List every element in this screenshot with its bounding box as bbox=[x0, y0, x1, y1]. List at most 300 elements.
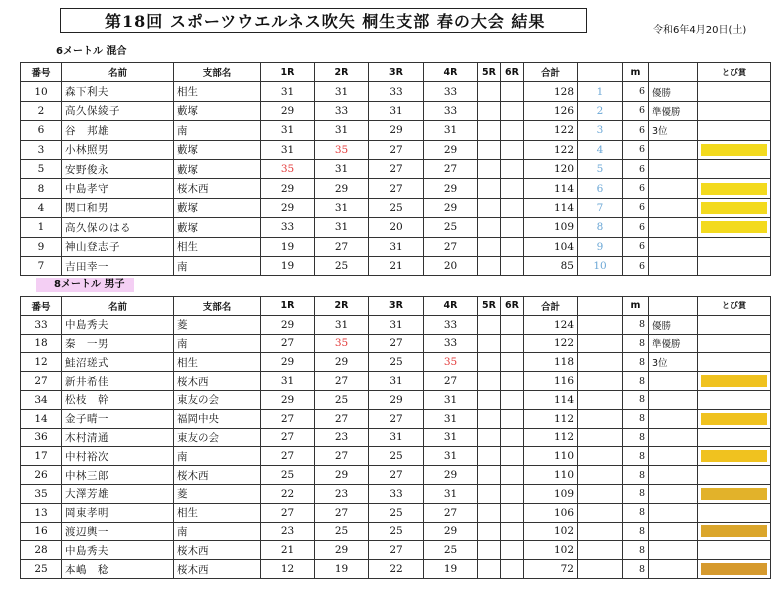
cell-prize bbox=[698, 237, 771, 256]
cell-award bbox=[649, 503, 698, 522]
table-row bbox=[21, 541, 771, 560]
cell-r5 bbox=[478, 353, 501, 372]
prize-marker bbox=[701, 183, 767, 195]
cell-name: 木村清通 bbox=[62, 428, 174, 447]
cell-m: 6 bbox=[623, 159, 649, 178]
header-r2: 2R bbox=[315, 297, 369, 316]
cell-m: 8 bbox=[623, 390, 649, 409]
cell-r3: 31 bbox=[369, 315, 424, 334]
cell-rank bbox=[578, 334, 623, 353]
cell-branch: 相生 bbox=[174, 503, 261, 522]
cell-r2: 29 bbox=[315, 466, 369, 485]
table-row bbox=[21, 372, 771, 391]
cell-branch: 藪塚 bbox=[174, 140, 261, 159]
cell-r4: 27 bbox=[424, 372, 478, 391]
cell-r4: 29 bbox=[424, 466, 478, 485]
header-r6: 6R bbox=[501, 63, 524, 82]
cell-num: 1 bbox=[21, 218, 62, 237]
cell-r2: 31 bbox=[315, 159, 369, 178]
cell-r4: 31 bbox=[424, 121, 478, 140]
cell-r4: 27 bbox=[424, 237, 478, 256]
section-label-6m: 6メートル 混合 bbox=[56, 46, 127, 57]
cell-r6 bbox=[501, 541, 524, 560]
cell-r3: 31 bbox=[369, 101, 424, 120]
cell-total: 112 bbox=[524, 428, 578, 447]
cell-r1: 29 bbox=[261, 390, 315, 409]
table-row bbox=[21, 353, 771, 372]
cell-rank bbox=[578, 409, 623, 428]
cell-r4: 31 bbox=[424, 409, 478, 428]
cell-prize bbox=[698, 466, 771, 485]
cell-r2: 27 bbox=[315, 237, 369, 256]
cell-r3: 25 bbox=[369, 522, 424, 541]
cell-prize bbox=[698, 315, 771, 334]
cell-num: 35 bbox=[21, 484, 62, 503]
cell-name: 安野俊永 bbox=[62, 159, 174, 178]
cell-r4: 33 bbox=[424, 315, 478, 334]
cell-total: 106 bbox=[524, 503, 578, 522]
cell-prize bbox=[698, 101, 771, 120]
cell-r4: 29 bbox=[424, 140, 478, 159]
header-rank bbox=[578, 63, 623, 82]
cell-r2: 29 bbox=[315, 353, 369, 372]
cell-prize bbox=[698, 503, 771, 522]
cell-rank bbox=[578, 503, 623, 522]
cell-prize bbox=[698, 198, 771, 217]
cell-r3: 22 bbox=[369, 560, 424, 579]
cell-m: 6 bbox=[623, 218, 649, 237]
table-row bbox=[21, 121, 771, 140]
header-r5: 5R bbox=[478, 63, 501, 82]
cell-name: 金子晴一 bbox=[62, 409, 174, 428]
cell-award bbox=[649, 447, 698, 466]
cell-name: 渡辺輿一 bbox=[62, 522, 174, 541]
cell-r6 bbox=[501, 522, 524, 541]
cell-branch: 菱 bbox=[174, 315, 261, 334]
cell-rank: 4 bbox=[578, 140, 623, 159]
cell-r1: 31 bbox=[261, 121, 315, 140]
cell-award bbox=[649, 179, 698, 198]
cell-name: 谷 邦雄 bbox=[62, 121, 174, 140]
cell-r6 bbox=[501, 315, 524, 334]
cell-r5 bbox=[478, 256, 501, 275]
prize-marker bbox=[701, 144, 767, 156]
table-row bbox=[21, 237, 771, 256]
header-num: 番号 bbox=[21, 297, 62, 316]
table-row bbox=[21, 390, 771, 409]
cell-r2: 25 bbox=[315, 390, 369, 409]
cell-branch: 南 bbox=[174, 256, 261, 275]
cell-r4: 33 bbox=[424, 101, 478, 120]
cell-r2: 23 bbox=[315, 484, 369, 503]
table-row bbox=[21, 140, 771, 159]
header-m: m bbox=[623, 63, 649, 82]
table-row bbox=[21, 466, 771, 485]
cell-prize bbox=[698, 390, 771, 409]
cell-branch: 南 bbox=[174, 121, 261, 140]
cell-num: 4 bbox=[21, 198, 62, 217]
cell-rank: 3 bbox=[578, 121, 623, 140]
cell-r2: 31 bbox=[315, 315, 369, 334]
cell-name: 小林照男 bbox=[62, 140, 174, 159]
table-row bbox=[21, 522, 771, 541]
cell-prize bbox=[698, 409, 771, 428]
cell-total: 104 bbox=[524, 237, 578, 256]
cell-r5 bbox=[478, 428, 501, 447]
cell-branch: 藪塚 bbox=[174, 159, 261, 178]
cell-total: 120 bbox=[524, 159, 578, 178]
cell-r5 bbox=[478, 121, 501, 140]
cell-name: 吉田幸一 bbox=[62, 256, 174, 275]
cell-num: 25 bbox=[21, 560, 62, 579]
cell-num: 34 bbox=[21, 390, 62, 409]
cell-m: 6 bbox=[623, 198, 649, 217]
cell-r5 bbox=[478, 82, 501, 101]
table-row bbox=[21, 218, 771, 237]
header-r5: 5R bbox=[478, 297, 501, 316]
cell-r5 bbox=[478, 218, 501, 237]
cell-prize bbox=[698, 159, 771, 178]
cell-r1: 31 bbox=[261, 82, 315, 101]
cell-total: 102 bbox=[524, 522, 578, 541]
cell-r5 bbox=[478, 466, 501, 485]
cell-branch: 桜木西 bbox=[174, 179, 261, 198]
cell-m: 6 bbox=[623, 256, 649, 275]
cell-num: 6 bbox=[21, 121, 62, 140]
cell-r3: 29 bbox=[369, 121, 424, 140]
cell-num: 16 bbox=[21, 522, 62, 541]
cell-prize bbox=[698, 372, 771, 391]
cell-r5 bbox=[478, 390, 501, 409]
cell-r4: 25 bbox=[424, 541, 478, 560]
table-row bbox=[21, 560, 771, 579]
cell-num: 28 bbox=[21, 541, 62, 560]
cell-branch: 藪塚 bbox=[174, 198, 261, 217]
header-total: 合計 bbox=[524, 297, 578, 316]
cell-branch: 東友の会 bbox=[174, 428, 261, 447]
cell-prize bbox=[698, 334, 771, 353]
table-row bbox=[21, 428, 771, 447]
table-row bbox=[21, 503, 771, 522]
cell-branch: 桜木西 bbox=[174, 560, 261, 579]
cell-name: 中島秀夫 bbox=[62, 315, 174, 334]
cell-m: 8 bbox=[623, 484, 649, 503]
cell-r4: 20 bbox=[424, 256, 478, 275]
cell-r3: 20 bbox=[369, 218, 424, 237]
cell-m: 8 bbox=[623, 466, 649, 485]
cell-num: 2 bbox=[21, 101, 62, 120]
cell-name: 鮭沼瑳式 bbox=[62, 353, 174, 372]
cell-rank bbox=[578, 390, 623, 409]
cell-prize bbox=[698, 447, 771, 466]
cell-m: 8 bbox=[623, 334, 649, 353]
header-m: m bbox=[623, 297, 649, 316]
cell-r5 bbox=[478, 503, 501, 522]
cell-r2: 29 bbox=[315, 179, 369, 198]
prize-marker bbox=[701, 202, 767, 214]
cell-r5 bbox=[478, 484, 501, 503]
cell-award: 3位 bbox=[649, 121, 698, 140]
prize-marker bbox=[701, 525, 767, 537]
cell-award bbox=[649, 541, 698, 560]
cell-num: 27 bbox=[21, 372, 62, 391]
cell-branch: 相生 bbox=[174, 82, 261, 101]
cell-r3: 31 bbox=[369, 428, 424, 447]
cell-name: 高久保のはる bbox=[62, 218, 174, 237]
cell-r4: 31 bbox=[424, 390, 478, 409]
cell-rank bbox=[578, 372, 623, 391]
prize-marker bbox=[701, 488, 767, 500]
cell-r1: 31 bbox=[261, 372, 315, 391]
cell-m: 8 bbox=[623, 560, 649, 579]
cell-r4: 31 bbox=[424, 428, 478, 447]
cell-award bbox=[649, 140, 698, 159]
cell-branch: 南 bbox=[174, 522, 261, 541]
cell-r3: 27 bbox=[369, 541, 424, 560]
prize-marker bbox=[701, 563, 767, 575]
header-num: 番号 bbox=[21, 63, 62, 82]
cell-r2: 35 bbox=[315, 140, 369, 159]
cell-m: 8 bbox=[623, 315, 649, 334]
cell-total: 112 bbox=[524, 409, 578, 428]
cell-r5 bbox=[478, 372, 501, 391]
results-table-6m bbox=[20, 62, 771, 276]
cell-r4: 29 bbox=[424, 179, 478, 198]
cell-r3: 25 bbox=[369, 447, 424, 466]
cell-r3: 31 bbox=[369, 372, 424, 391]
cell-total: 110 bbox=[524, 447, 578, 466]
cell-m: 8 bbox=[623, 409, 649, 428]
cell-award bbox=[649, 466, 698, 485]
cell-r2: 25 bbox=[315, 256, 369, 275]
cell-branch: 相生 bbox=[174, 353, 261, 372]
cell-r3: 25 bbox=[369, 198, 424, 217]
cell-r4: 25 bbox=[424, 218, 478, 237]
cell-r1: 25 bbox=[261, 466, 315, 485]
table-row bbox=[21, 159, 771, 178]
cell-r2: 31 bbox=[315, 82, 369, 101]
header-award bbox=[649, 63, 698, 82]
cell-r3: 27 bbox=[369, 179, 424, 198]
cell-total: 114 bbox=[524, 198, 578, 217]
cell-r5 bbox=[478, 334, 501, 353]
cell-num: 33 bbox=[21, 315, 62, 334]
cell-prize bbox=[698, 179, 771, 198]
cell-r3: 33 bbox=[369, 484, 424, 503]
cell-name: 中島秀夫 bbox=[62, 541, 174, 560]
cell-r4: 31 bbox=[424, 447, 478, 466]
cell-branch: 藪塚 bbox=[174, 218, 261, 237]
header-name: 名前 bbox=[62, 63, 174, 82]
cell-total: 124 bbox=[524, 315, 578, 334]
cell-r3: 27 bbox=[369, 140, 424, 159]
cell-rank: 2 bbox=[578, 101, 623, 120]
cell-m: 8 bbox=[623, 522, 649, 541]
cell-r2: 27 bbox=[315, 372, 369, 391]
table-row bbox=[21, 484, 771, 503]
header-branch: 支部名 bbox=[174, 63, 261, 82]
cell-r5 bbox=[478, 101, 501, 120]
cell-r2: 27 bbox=[315, 409, 369, 428]
cell-rank bbox=[578, 484, 623, 503]
cell-r3: 25 bbox=[369, 503, 424, 522]
cell-r1: 29 bbox=[261, 353, 315, 372]
cell-num: 12 bbox=[21, 353, 62, 372]
cell-branch: 桜木西 bbox=[174, 541, 261, 560]
cell-rank: 6 bbox=[578, 179, 623, 198]
cell-rank bbox=[578, 353, 623, 372]
cell-r2: 31 bbox=[315, 218, 369, 237]
cell-total: 122 bbox=[524, 334, 578, 353]
cell-total: 128 bbox=[524, 82, 578, 101]
cell-r3: 29 bbox=[369, 390, 424, 409]
cell-rank bbox=[578, 541, 623, 560]
cell-total: 72 bbox=[524, 560, 578, 579]
cell-num: 3 bbox=[21, 140, 62, 159]
cell-r6 bbox=[501, 390, 524, 409]
cell-r2: 25 bbox=[315, 522, 369, 541]
cell-r6 bbox=[501, 334, 524, 353]
cell-r1: 35 bbox=[261, 159, 315, 178]
cell-prize bbox=[698, 560, 771, 579]
cell-award: 優勝 bbox=[649, 315, 698, 334]
cell-total: 114 bbox=[524, 179, 578, 198]
cell-award bbox=[649, 522, 698, 541]
cell-r2: 23 bbox=[315, 428, 369, 447]
cell-num: 13 bbox=[21, 503, 62, 522]
cell-r5 bbox=[478, 541, 501, 560]
header-r6: 6R bbox=[501, 297, 524, 316]
cell-r5 bbox=[478, 237, 501, 256]
cell-award: 優勝 bbox=[649, 82, 698, 101]
cell-r2: 33 bbox=[315, 101, 369, 120]
cell-branch: 桜木西 bbox=[174, 372, 261, 391]
cell-r1: 27 bbox=[261, 428, 315, 447]
cell-award bbox=[649, 237, 698, 256]
cell-r5 bbox=[478, 560, 501, 579]
cell-total: 126 bbox=[524, 101, 578, 120]
cell-prize bbox=[698, 353, 771, 372]
cell-award bbox=[649, 390, 698, 409]
cell-total: 110 bbox=[524, 466, 578, 485]
cell-r6 bbox=[501, 159, 524, 178]
results-table-8m bbox=[20, 296, 771, 579]
cell-award bbox=[649, 159, 698, 178]
cell-branch: 福岡中央 bbox=[174, 409, 261, 428]
cell-rank bbox=[578, 466, 623, 485]
cell-rank: 7 bbox=[578, 198, 623, 217]
cell-total: 109 bbox=[524, 484, 578, 503]
cell-r1: 27 bbox=[261, 503, 315, 522]
cell-total: 116 bbox=[524, 372, 578, 391]
cell-m: 8 bbox=[623, 503, 649, 522]
cell-r1: 12 bbox=[261, 560, 315, 579]
cell-r4: 19 bbox=[424, 560, 478, 579]
cell-r6 bbox=[501, 447, 524, 466]
cell-r3: 27 bbox=[369, 409, 424, 428]
cell-r2: 35 bbox=[315, 334, 369, 353]
cell-m: 6 bbox=[623, 140, 649, 159]
header-r2: 2R bbox=[315, 63, 369, 82]
cell-num: 14 bbox=[21, 409, 62, 428]
table-row bbox=[21, 334, 771, 353]
cell-name: 中村裕次 bbox=[62, 447, 174, 466]
prize-marker bbox=[701, 413, 767, 425]
cell-branch: 桜木西 bbox=[174, 466, 261, 485]
cell-r1: 29 bbox=[261, 179, 315, 198]
cell-r4: 33 bbox=[424, 334, 478, 353]
cell-prize bbox=[698, 140, 771, 159]
header-rank bbox=[578, 297, 623, 316]
cell-num: 26 bbox=[21, 466, 62, 485]
cell-rank bbox=[578, 315, 623, 334]
cell-r2: 31 bbox=[315, 121, 369, 140]
cell-rank: 8 bbox=[578, 218, 623, 237]
cell-total: 122 bbox=[524, 140, 578, 159]
cell-branch: 菱 bbox=[174, 484, 261, 503]
prize-marker bbox=[701, 375, 767, 387]
header-name: 名前 bbox=[62, 297, 174, 316]
header-r3: 3R bbox=[369, 63, 424, 82]
cell-r1: 19 bbox=[261, 237, 315, 256]
cell-award bbox=[649, 218, 698, 237]
header-prize: とび賞 bbox=[698, 297, 771, 316]
cell-r2: 19 bbox=[315, 560, 369, 579]
cell-rank bbox=[578, 560, 623, 579]
cell-r1: 19 bbox=[261, 256, 315, 275]
cell-name: 高久保綾子 bbox=[62, 101, 174, 120]
cell-total: 114 bbox=[524, 390, 578, 409]
cell-rank bbox=[578, 447, 623, 466]
cell-r2: 27 bbox=[315, 503, 369, 522]
cell-award: 準優勝 bbox=[649, 101, 698, 120]
cell-r5 bbox=[478, 159, 501, 178]
cell-r1: 31 bbox=[261, 140, 315, 159]
cell-num: 5 bbox=[21, 159, 62, 178]
cell-r1: 29 bbox=[261, 315, 315, 334]
cell-r3: 27 bbox=[369, 334, 424, 353]
cell-r2: 27 bbox=[315, 447, 369, 466]
cell-award bbox=[649, 560, 698, 579]
cell-r5 bbox=[478, 198, 501, 217]
cell-r3: 21 bbox=[369, 256, 424, 275]
cell-r3: 31 bbox=[369, 237, 424, 256]
cell-r6 bbox=[501, 560, 524, 579]
header-r1: 1R bbox=[261, 297, 315, 316]
cell-r6 bbox=[501, 503, 524, 522]
page-title: 第18回 スポーツウエルネス吹矢 桐生支部 春の大会 結果 bbox=[60, 8, 587, 33]
table-row bbox=[21, 198, 771, 217]
cell-r3: 27 bbox=[369, 466, 424, 485]
cell-num: 10 bbox=[21, 82, 62, 101]
cell-branch: 南 bbox=[174, 334, 261, 353]
cell-m: 6 bbox=[623, 237, 649, 256]
cell-name: 本嶋 稔 bbox=[62, 560, 174, 579]
cell-m: 6 bbox=[623, 82, 649, 101]
table-row bbox=[21, 82, 771, 101]
cell-r6 bbox=[501, 179, 524, 198]
cell-rank: 1 bbox=[578, 82, 623, 101]
header-r4: 4R bbox=[424, 63, 478, 82]
cell-prize bbox=[698, 541, 771, 560]
cell-r4: 31 bbox=[424, 484, 478, 503]
cell-name: 新井希佳 bbox=[62, 372, 174, 391]
cell-r4: 33 bbox=[424, 82, 478, 101]
cell-r6 bbox=[501, 428, 524, 447]
cell-r4: 27 bbox=[424, 503, 478, 522]
header-r1: 1R bbox=[261, 63, 315, 82]
cell-r2: 29 bbox=[315, 541, 369, 560]
